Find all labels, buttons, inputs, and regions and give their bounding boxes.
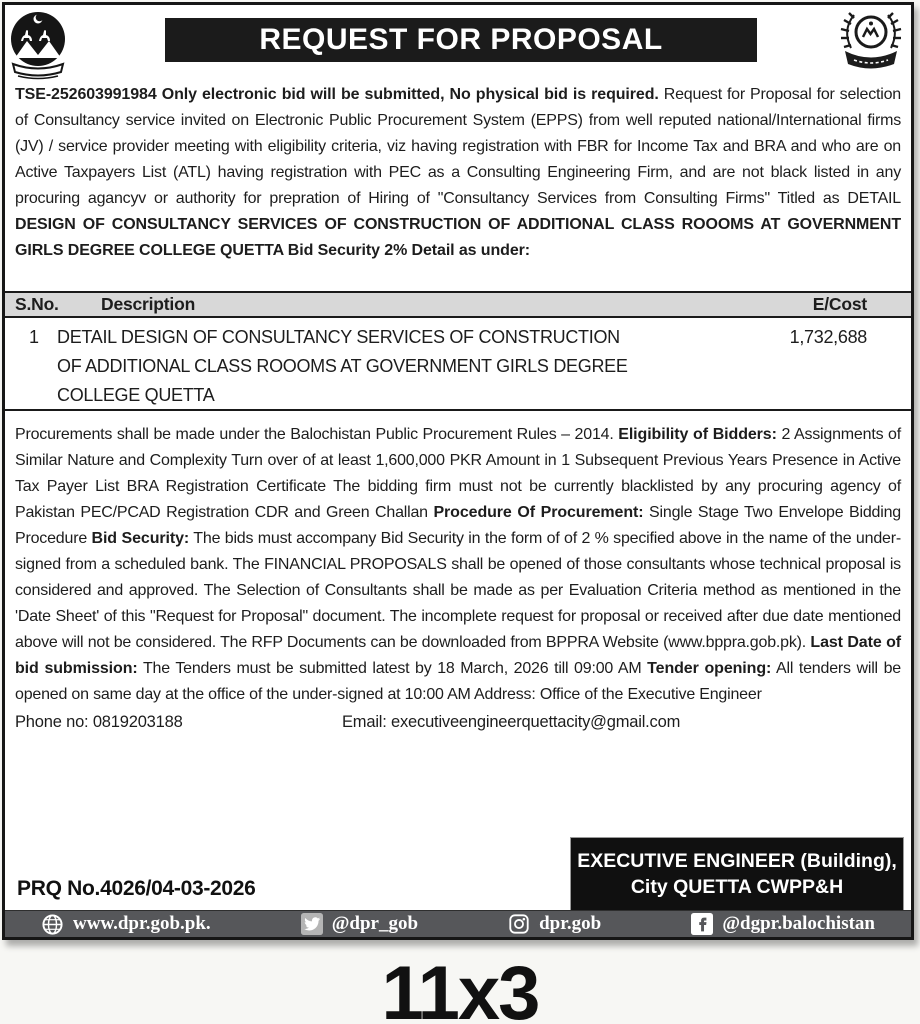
- tender-notice-document: [2, 2, 914, 940]
- column-header-cost: E/Cost: [812, 294, 867, 314]
- column-header-description: Description: [101, 294, 196, 314]
- globe-icon: [41, 913, 64, 936]
- column-header-sno: S.No.: [15, 294, 59, 314]
- title-bar: [165, 18, 757, 62]
- terms-paragraph: Procurements shall be made under the Balochistan Public Procurement Rules – 2014. Eligibility of Bidders: 2 Assignments of Similar Nature and Complexity Turn over of at least 1,600,000 PKR Amount in 1 Subsequent Previous Years Presence in Active Tax Payer List BRA Registration Certificate The bidding firm must not be currently blacklisted by any procuring agency of Pakistan PEC/PCAD Registration CDR and Green Challan Procedure Of Procurement: Single Stage Two Envelope Bidding Procedure Bid Security: The bids must accompany Bid Security in the form of of 2 % specified above in the name of the under-signed from a scheduled bank. The FINANCIAL PROPOSALS shall be opened of those consultants whose technical proposal is considered and approved. The Selection of Consultants shall be made as per Evaluation Criteria method as mentioned in the 'Date Sheet' of this "Request for Proposal" document. The incomplete request for proposal or received after due date mentioned above will not be considered. The RFP Documents can be downloaded from BPPRA Website (www.bppra.gob.pk). Last Date of bid submission: The Tenders must be submitted latest by 18 March, 2026 till 09:00 AM Tender opening: All tenders will be opened on same day at the office of the under-signed at 10:00 AM Address: Office of the Executive Engineer: [15, 426, 901, 703]
- signatory-title: EXECUTIVE ENGINEER (Building),: [577, 850, 897, 872]
- ad-size-label: 11x3: [381, 951, 539, 1024]
- page-title: REQUEST FOR PROPOSAL: [259, 23, 663, 56]
- signatory-office: City QUETTA CWPP&H: [630, 876, 844, 898]
- table-row: [5, 318, 911, 410]
- phone-number: Phone no: 0819203188: [15, 713, 183, 731]
- terms-section: [15, 411, 901, 735]
- website-item: [41, 913, 211, 936]
- instagram-item: [508, 913, 601, 935]
- cost-table: [5, 291, 911, 410]
- facebook-icon: [691, 913, 713, 935]
- instagram-handle: dpr.gob: [539, 913, 602, 934]
- facebook-handle: @dgpr.balochistan: [722, 913, 875, 934]
- instagram-icon: [508, 913, 530, 935]
- twitter-icon: [301, 913, 323, 935]
- social-media-bar: [5, 910, 911, 937]
- prq-number: PRQ No.4026/04-03-2026: [17, 877, 256, 900]
- twitter-item: [301, 913, 418, 935]
- cell-description: DETAIL DESIGN OF CONSULTANCY SERVICES OF CONSTRUCTION OF ADDITIONAL CLASS ROOOMS AT GOVERNMENT GIRLS DEGREE COLLEGE QUETTA: [57, 327, 628, 405]
- signatory-box: [571, 838, 903, 910]
- department-emblem-wreath-icon: [839, 8, 903, 79]
- cell-sno: 1: [29, 327, 39, 347]
- twitter-handle: @dpr_gob: [331, 913, 419, 934]
- document-header: [5, 5, 911, 79]
- website-url: www.dpr.gob.pk.: [73, 913, 211, 934]
- intro-paragraph: TSE-252603991984 Only electronic bid will be submitted, No physical bid is required. Request for Proposal for selection of Consultancy service invited on Electronic Public Procurement System (EPPS) from well reputed national/International firms (JV) / service provider meeting with eligibility criteria, viz having registration with FBR for Income Tax and BRA and who are on Active Taxpayers List (ATL) having registration with PEC as a Consulting Engineering Firm, and are not black listed in any procuring agancyv or authority for prepration of Hiring of "Consultancy Services from Consulting Firms" Titled as DETAIL DESIGN OF CONSULTANCY SERVICES OF CONSTRUCTION OF ADDITIONAL CLASS ROOOMS AT GOVERNMENT GIRLS DEGREE COLLEGE QUETTA Bid Security 2% Detail as under:: [15, 86, 901, 259]
- cell-cost: 1,732,688: [789, 327, 867, 347]
- contact-line: [15, 709, 901, 735]
- balochistan-government-emblem-icon: [9, 8, 67, 85]
- email-address: Email: executiveengineerquettacity@gmail.com: [342, 713, 681, 731]
- facebook-item: [691, 913, 875, 935]
- table-header-row: [5, 291, 911, 318]
